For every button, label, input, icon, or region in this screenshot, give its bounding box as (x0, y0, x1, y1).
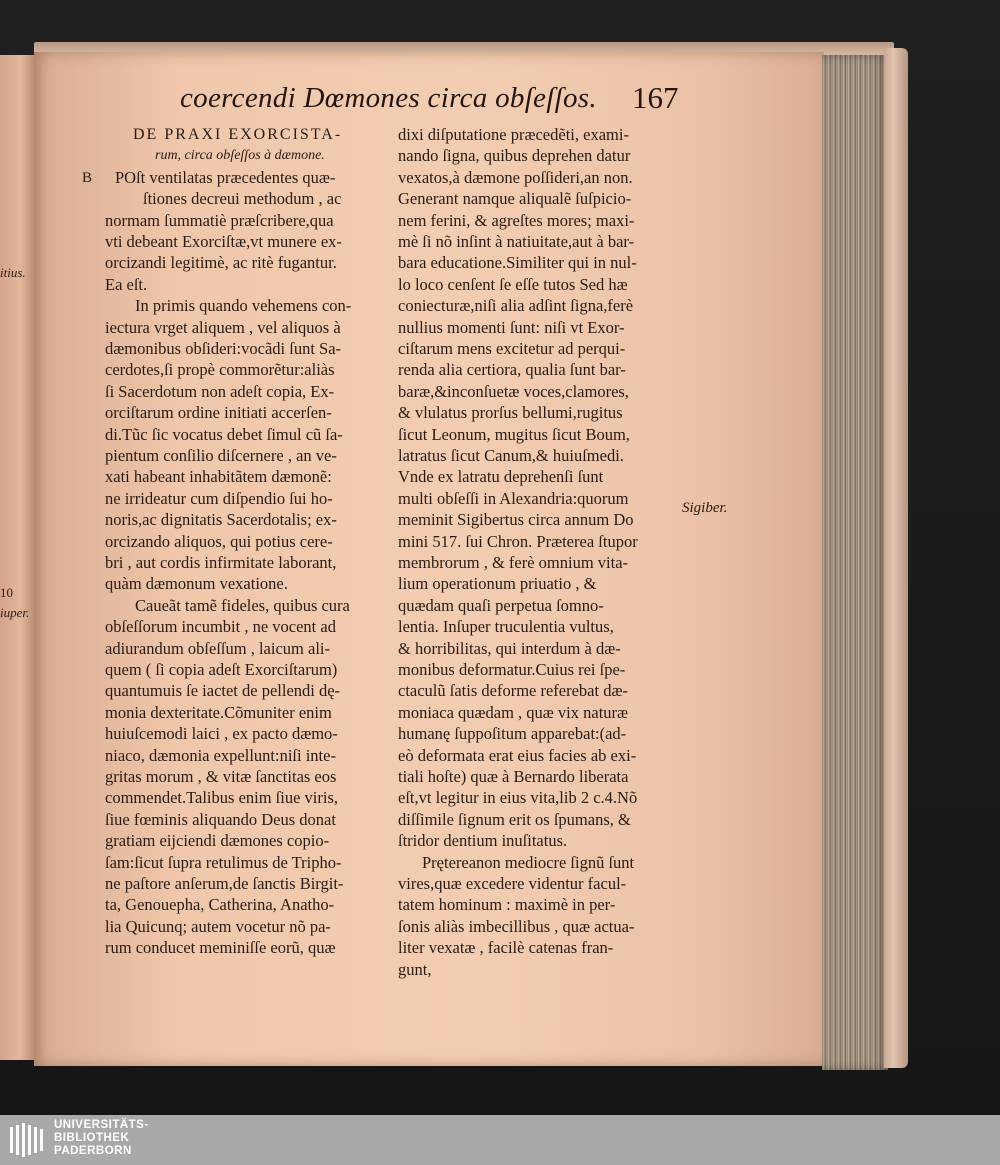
text-line: pientum conſilio diſcernere , an ve- (105, 446, 337, 465)
text-line: Ea eſt. (105, 274, 148, 294)
text-line: bara educatione.Similiter qui in nul- (398, 253, 637, 273)
text-line: ſicut Leonum, mugitus ſicut Boum, (398, 424, 630, 444)
left-margin-note: iuper. (0, 605, 30, 620)
text-line: lium operationum priuatio , & (398, 574, 597, 594)
text-line: Generant namque aliqualẽ ſuſpicio- (398, 189, 632, 209)
text-line: dixi diſputatione præcedẽti, exami- (398, 125, 629, 144)
text-line: normam ſummatiè præſcribere,qua (105, 210, 334, 230)
text-line: nem ferini, & agreſtes mores; maxi- (398, 210, 635, 230)
text-line: Vnde ex latratu deprehenſi ſunt (398, 467, 604, 487)
library-name-line: PADERBORN (54, 1145, 132, 1157)
text-line: gritas morum , & vitæ ſanctitas eos (105, 767, 337, 786)
margin-note-sigibert: Sigiber. (682, 500, 728, 516)
text-line: POſt ventilatas præcedentes quæ- (115, 167, 336, 187)
page-block-edge (822, 55, 888, 1070)
text-line: ſiue fœminis aliquando Deus donat (105, 809, 336, 829)
text-line: gratiam eijciendi dæmones copio- (105, 831, 330, 851)
text-line: ne irrideatur cum diſpendio ſui ho- (105, 488, 333, 508)
text-line: orciſtarum ordine initiati accerſen- (105, 403, 332, 423)
text-line: monia dexteritate.Cõmuniter enim (105, 702, 332, 722)
text-line: Prętereanon mediocre ſignũ ſunt (422, 852, 635, 872)
text-line: latratus ſicut Canum,& huiuſmedi. (398, 446, 624, 465)
text-line: ſi Sacerdotum non adeſt copia, Ex- (105, 381, 335, 401)
text-line: dæmonibus obſideri:vocãdi ſunt Sa- (105, 339, 342, 358)
left-margin-note: itius. (0, 265, 26, 280)
text-line: cerdotes,ſi propè commorẽtur:aliàs (105, 360, 335, 380)
text-line: orcizandi legitimè, ac ritè fugantur. (105, 253, 337, 273)
library-footer (0, 1115, 1000, 1165)
text-line: adiurandum obſeſſum , laicum ali- (105, 638, 330, 658)
text-line: tiali hoſte) quæ à Bernardo liberata (398, 767, 629, 786)
library-name (54, 1119, 149, 1158)
library-logo-icon (8, 1121, 48, 1159)
text-line: ſtiones decreui methodum , ac (143, 189, 342, 209)
text-line: commendet.Talibus enim ſiue viris, (105, 788, 339, 808)
text-line: rum, circa obſeſſos à dæmone. (155, 148, 325, 164)
text-line: meminit Sigibertus circa annum Do (398, 510, 634, 530)
running-title: coercendi Dœmones circa obſeſſos. (180, 82, 597, 114)
text-line: tatem hominum : maximè in per- (398, 895, 616, 915)
text-line: mè ſi nõ inſint à natiuitate,aut à bar- (398, 232, 635, 251)
text-line: eò deformata erat eius facies ab exi- (398, 745, 637, 765)
text-line: liter vexatæ , facilè catenas fran- (398, 938, 614, 958)
text-line: moniaca quædam , quæ vix naturæ (398, 702, 629, 722)
text-line: baræ,&inconſuetæ voces,clamores, (398, 381, 629, 401)
text-line: lo loco cenſent ſe eſſe tutos Sed hæ (398, 274, 628, 294)
text-line: gunt, (398, 959, 432, 979)
text-line: ſtridor dentium inuſitatus. (398, 831, 568, 851)
text-line: quædam quaſi perpetua ſomno- (398, 595, 604, 615)
library-name-line: UNIVERSITÄTS- (54, 1119, 149, 1131)
text-line: diſſimile ſignum erit os ſpumans, & (398, 809, 631, 829)
previous-page-edge (0, 55, 36, 1060)
text-line: bri , aut cordis infirmitate laborant, (105, 553, 337, 572)
text-line: huiuſcemodi laici , ex pacto dæmo- (105, 724, 338, 744)
text-line: renda alia certiora, qualia ſunt bar- (398, 360, 626, 380)
text-line: In primis quando vehemens con- (135, 296, 352, 316)
text-line: iectura vrget aliquem , vel aliquos à (105, 317, 341, 337)
text-line: lia Quicunq; autem vocetur nõ pa- (105, 916, 331, 936)
library-name-line: BIBLIOTHEK (54, 1132, 130, 1144)
text-line: di.Tũc ſic vocatus debet ſimul cũ ſa- (105, 424, 343, 444)
text-line: quantumuis ſe iactet de pellendi dę- (105, 681, 341, 701)
text-line: ne paſtore anſerum,de ſanctis Birgit- (105, 874, 344, 893)
text-line: lentia. Inſuper truculentia vultus, (398, 617, 614, 637)
text-line: Caueãt tamẽ fideles, quibus cura (135, 595, 350, 615)
left-margin-number: 10 (0, 585, 13, 600)
text-line: orcizando aliquos, qui potius cere- (105, 531, 333, 551)
text-line: membrorum , & ferè omnium vita- (398, 553, 629, 572)
text-line: vti debeant Exorciſtæ,vt munere ex- (105, 232, 342, 251)
text-line: & horribilitas, qui interdum à dæ- (398, 638, 621, 658)
text-line: niaco, dæmonia expellunt:niſi inte- (105, 745, 336, 765)
text-line: ciſtarum mens excitetur ad perqui- (398, 339, 626, 358)
text-line: coniecturæ,niſi alia adſint ſigna,ferè (398, 296, 634, 316)
text-line: eſt,vt legitur in eius vita,lib 2 c.4.Nõ (398, 788, 638, 808)
text-line: ſam:ſicut ſupra retulimus de Tripho- (105, 852, 342, 872)
text-line: mini 517. ſui Chron. Præterea ſtupor (398, 531, 638, 551)
text-line: rum conducet meminiſſe eorũ, quæ (105, 938, 336, 958)
text-line: ctaculũ ſatis deforme referebat dæ- (398, 681, 628, 701)
margin-note-b: B (82, 170, 93, 186)
page-number: 167 (632, 80, 679, 115)
text-line: ta, Genouepha, Catherina, Anatho- (105, 895, 335, 915)
text-line: vexatos,à dæmone poſſideri,an non. (398, 167, 633, 187)
text-line: ſonis aliàs imbecillibus , quæ actua- (398, 916, 635, 936)
text-line: humanę ſuppoſitum apparebat:(ad- (398, 724, 627, 744)
text-line: monibus deformatur.Cuius rei ſpe- (398, 660, 626, 679)
text-line: multi obſeſſi in Alexandria:quorum (398, 488, 629, 508)
text-line: obſeſſorum incumbit , ne vocent ad (105, 617, 336, 637)
left-text-column (105, 124, 395, 958)
text-line: nullius momenti ſunt: niſi vt Exor- (398, 317, 625, 337)
text-line: quem ( ſi copia adeſt Exorciſtarum) (105, 660, 338, 679)
text-line: quàm dæmonum vexatione. (105, 574, 288, 594)
text-line: & vlulatus prorſus bellumi,rugitus (398, 403, 623, 423)
text-line: noris,ac dignitatis Sacerdotalis; ex- (105, 510, 337, 530)
text-line: DE PRAXI EXORCISTA- (133, 126, 343, 143)
book-cover-edge (884, 48, 908, 1068)
text-line: vires,quæ excedere videntur facul- (398, 874, 627, 893)
text-line: nando ſigna, quibus deprehen datur (398, 146, 631, 166)
right-text-column (398, 124, 688, 979)
text-line: xati habeant inhabitãtem dæmonẽ: (105, 467, 332, 487)
